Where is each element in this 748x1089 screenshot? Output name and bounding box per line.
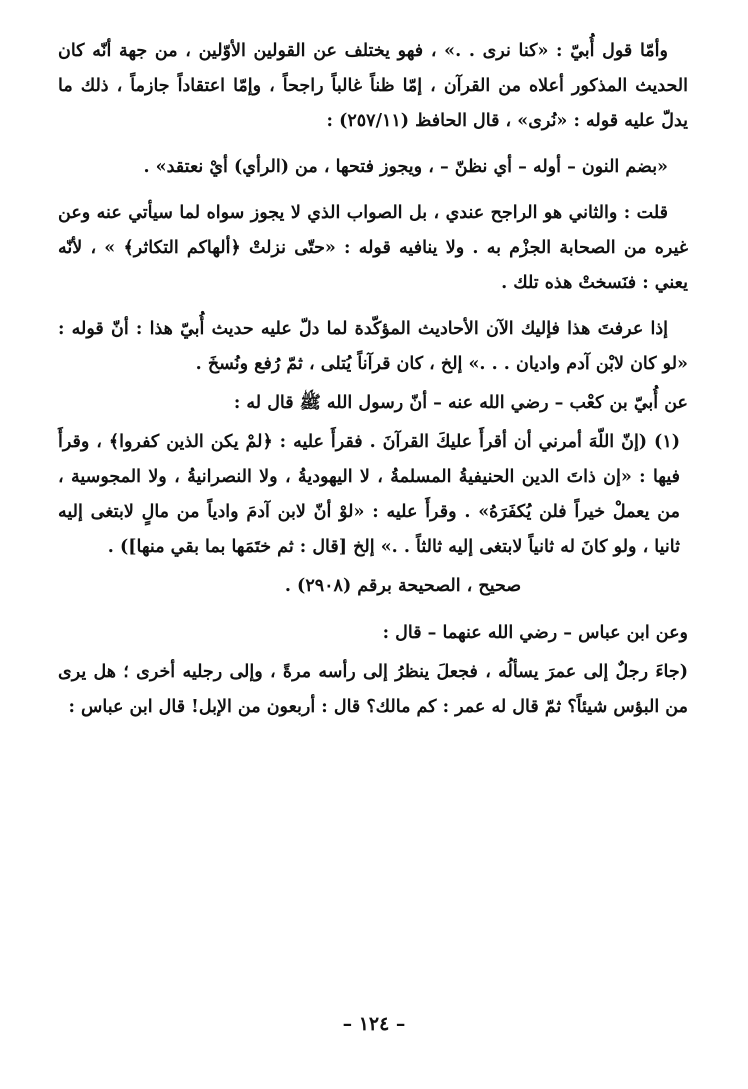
hadith-text-2: (جاءَ رجلٌ إلى عمرَ يسألُه ، فجعلَ ينظرُ إلى رأسه مرةً ، وإلى رجليه أخرى ؛ هل يرى من البؤس شيئاً؟ ثمّ قال له عمر : كم مالك؟ قال : أربعون من الإبل! قال ابن عباس :: [58, 662, 688, 717]
commentary-paragraph: وأمّا قول أُبيّ : «كنا نرى . .» ، فهو يختلف عن القولين الأوّلين ، من جهة أنّه كان الحديث المذكور أعلاه من القرآن ، إمّا ظناً غالباً راجحاً ، وإمّا اعتقاداً جازماً ، ذلك ما يدلّ عليه قوله : «نُرى» ، قال الحافظ (٢٥٧/١١) :: [58, 41, 688, 131]
explanation-paragraph: إذا عرفتَ هذا فإليك الآن الأحاديث المؤكّدة لما دلّ عليه حديث أُبيّ هذا : أنّ قوله : «لو كان لابْن آدم واديان . . .» إلخ ، كان قرآناً يُتلى ، ثمّ رُفع ونُسخَ .: [58, 319, 688, 374]
hadith-text-1: (١) (إنّ اللّهَ أمرني أن أقرأَ عليكَ القرآنَ . فقرأَ عليه : ﴿لمْ يكن الذين كفروا﴾ ، وقرأَ فيها : «إن ذاتَ الدين الحنيفيةُ المسلمةُ ، لا اليهوديةُ ، ولا النصرانيةُ ، ولا المجوسية ، من يعملْ خيراً فلن يُكفَرَهُ» . وقرأَ عليه : «لوْ أنّ لابن آدمَ وادياً من مالٍ لابتغى إليه ثانيا ، ولو كانَ له ثانياً لابتغى إليه ثالثاً . .» إلخ [قال : ثم ختَمَها بما بقي منها]) .: [58, 432, 680, 557]
hadith-chain-ubayy: عن أُبيّ بن كعْب – رضي الله عنه – أنّ رسول الله ﷺ قال له :: [233, 393, 688, 413]
hafiz-quote: «بضم النون – أوله – أي نظنّ – ، ويجوز فتحها ، من (الرأي) أيْ نعتقد» .: [143, 157, 668, 177]
page-body: [58, 34, 688, 725]
author-opinion-paragraph: قلت : والثاني هو الراجح عندي ، بل الصواب الذي لا يجوز سواه لما سيأتي عنه وعن غيره من الصحابة الجزْم به . ولا ينافيه قوله : «حتّى نزلتْ ﴿ألهاكم التكاثر﴾ » ، لأنّه يعني : فنَسختْ هذه تلك .: [58, 203, 688, 293]
hadith-chain-ibn-abbas: وعن ابن عباس – رضي الله عنهما – قال :: [382, 623, 688, 643]
hadith-grading: صحيح ، الصحيحة برقم (٢٩٠٨) .: [284, 576, 522, 596]
page-number: – ١٢٤ –: [342, 1013, 406, 1035]
